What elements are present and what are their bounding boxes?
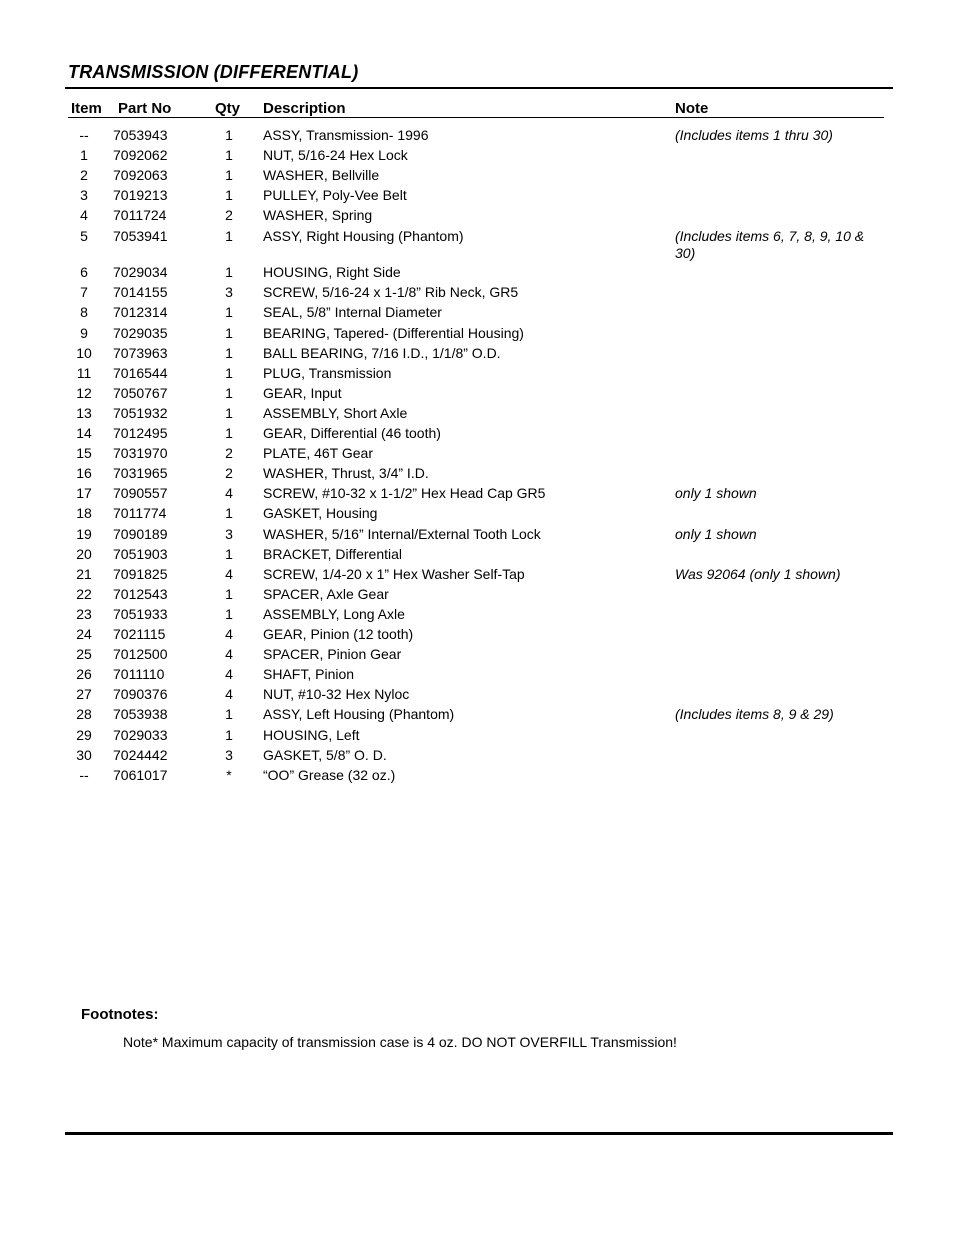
- item-cell: 4: [80, 207, 88, 224]
- description-cell: SCREW, 5/16-24 x 1-1/8” Rib Neck, GR5: [263, 284, 519, 301]
- description-cell: GEAR, Differential (46 tooth): [263, 425, 441, 441]
- item-cell: 30: [76, 746, 92, 763]
- part-no-cell: 7090557: [113, 485, 168, 502]
- note-cell: only 1 shown: [675, 525, 757, 542]
- footnotes-title: Footnotes:: [81, 1006, 159, 1023]
- qty-cell: 4: [225, 666, 233, 683]
- item-cell: 25: [76, 646, 92, 663]
- qty-cell: 1: [225, 187, 233, 204]
- description-cell: HOUSING, Right Side: [263, 264, 401, 281]
- part-no-cell: 7051903: [113, 545, 168, 562]
- qty-cell: 1: [225, 227, 233, 244]
- description-cell: ASSEMBLY, Long Axle: [263, 605, 405, 622]
- qty-cell: 1: [225, 545, 233, 562]
- description-cell: ASSEMBLY, Short Axle: [263, 404, 408, 421]
- note-cell: (Includes items 6, 7, 8, 9, 10 & 30): [675, 227, 865, 261]
- description-cell: GASKET, Housing: [263, 505, 378, 522]
- qty-cell: 2: [225, 445, 233, 462]
- qty-cell: 1: [225, 726, 233, 743]
- description-cell: SHAFT, Pinion: [263, 666, 355, 683]
- part-no-cell: 7092063: [113, 167, 168, 184]
- header-description: Description: [263, 100, 346, 117]
- qty-cell: 4: [225, 686, 233, 703]
- title-rule: [65, 87, 893, 89]
- item-cell: 11: [76, 364, 92, 381]
- header-qty: Qty: [215, 100, 241, 117]
- description-cell: PLATE, 46T Gear: [263, 445, 373, 462]
- part-no-cell: 7011774: [113, 505, 167, 522]
- qty-cell: 1: [225, 605, 233, 622]
- description-cell: ASSY, Transmission- 1996: [263, 127, 429, 143]
- qty-cell: 4: [225, 646, 233, 663]
- part-no-cell: 7012495: [113, 425, 168, 441]
- item-cell: 15: [76, 445, 92, 462]
- item-cell: 21: [76, 565, 92, 582]
- description-cell: PULLEY, Poly-Vee Belt: [263, 187, 407, 204]
- item-cell: 9: [80, 324, 88, 341]
- item-cell: 1: [80, 147, 88, 164]
- header-rule: [68, 117, 884, 118]
- item-cell: 24: [76, 626, 92, 642]
- item-cell: 8: [80, 304, 88, 321]
- description-cell: SEAL, 5/8” Internal Diameter: [263, 304, 442, 321]
- part-no-cell: 7090189: [113, 525, 168, 542]
- part-no-cell: 7073963: [113, 344, 168, 361]
- note-cell: only 1 shown: [675, 485, 757, 502]
- description-cell: GEAR, Input: [263, 384, 342, 401]
- qty-cell: 4: [225, 485, 233, 502]
- part-no-cell: 7053941: [113, 227, 168, 244]
- note-cell: (Includes items 1 thru 30): [675, 127, 833, 143]
- part-no-cell: 7029033: [113, 726, 168, 743]
- item-cell: 22: [76, 585, 92, 602]
- description-cell: “OO” Grease (32 oz.): [263, 766, 396, 783]
- part-no-cell: 7051932: [113, 404, 168, 421]
- qty-cell: 1: [225, 324, 233, 341]
- item-cell: 7: [80, 284, 88, 301]
- description-cell: HOUSING, Left: [263, 726, 360, 743]
- part-no-cell: 7012543: [113, 585, 168, 602]
- qty-cell: 1: [225, 147, 233, 164]
- item-cell: 20: [76, 545, 92, 562]
- part-no-cell: 7031970: [113, 445, 168, 462]
- bottom-rule: [65, 1132, 893, 1135]
- qty-cell: 1: [225, 384, 233, 401]
- item-cell: 17: [76, 485, 92, 502]
- header-part-no: Part No: [118, 100, 172, 117]
- description-cell: ASSY, Right Housing (Phantom): [263, 227, 464, 244]
- page-title: TRANSMISSION (DIFFERENTIAL): [68, 62, 359, 82]
- description-cell: BEARING, Tapered- (Differential Housing): [263, 324, 524, 341]
- description-cell: PLUG, Transmission: [263, 364, 392, 381]
- part-no-cell: 7053943: [113, 127, 168, 143]
- part-no-cell: 7050767: [113, 384, 168, 401]
- part-no-cell: 7014155: [113, 284, 168, 301]
- qty-cell: 1: [225, 127, 233, 143]
- part-no-cell: 7016544: [113, 364, 168, 381]
- item-cell: --: [79, 766, 89, 783]
- part-no-cell: 7019213: [113, 187, 168, 204]
- part-no-cell: 7053938: [113, 706, 168, 723]
- item-cell: 3: [80, 187, 88, 204]
- description-cell: SPACER, Axle Gear: [263, 585, 389, 602]
- item-cell: 10: [76, 344, 92, 361]
- qty-cell: 3: [225, 284, 233, 301]
- qty-cell: 1: [225, 404, 233, 421]
- description-cell: GASKET, 5/8” O. D.: [263, 746, 387, 763]
- qty-cell: 1: [225, 364, 233, 381]
- description-cell: NUT, #10-32 Hex Nyloc: [263, 686, 410, 703]
- description-cell: BALL BEARING, 7/16 I.D., 1/1/8” O.D.: [263, 344, 501, 361]
- qty-cell: 4: [225, 565, 233, 582]
- item-cell: 23: [76, 605, 92, 622]
- qty-cell: 1: [225, 344, 233, 361]
- part-no-cell: 7061017: [113, 766, 168, 783]
- description-cell: BRACKET, Differential: [263, 545, 403, 562]
- part-no-cell: 7051933: [113, 605, 168, 622]
- qty-cell: 4: [225, 626, 233, 642]
- part-no-cell: 7024442: [113, 746, 168, 763]
- part-no-cell: 7012314: [113, 304, 168, 321]
- qty-cell: 1: [225, 706, 233, 723]
- item-cell: 28: [76, 706, 92, 723]
- qty-cell: 3: [225, 525, 233, 542]
- note-cell: (Includes items 8, 9 & 29): [675, 706, 834, 723]
- description-cell: WASHER, Thrust, 3/4” I.D.: [263, 465, 429, 482]
- item-cell: 2: [80, 167, 88, 184]
- part-no-cell: 7029034: [113, 264, 168, 281]
- qty-cell: 1: [225, 585, 233, 602]
- qty-cell: 1: [225, 505, 233, 522]
- part-no-cell: 7011724: [113, 207, 167, 224]
- part-no-cell: 7012500: [113, 646, 168, 663]
- part-no-cell: 7011110: [113, 666, 165, 683]
- item-cell: 5: [80, 227, 88, 244]
- description-cell: WASHER, Spring: [263, 207, 373, 224]
- qty-cell: 1: [225, 304, 233, 321]
- qty-cell: 1: [225, 264, 233, 281]
- qty-cell: 2: [225, 465, 233, 482]
- qty-cell: 2: [225, 207, 233, 224]
- item-cell: 12: [76, 384, 92, 401]
- item-cell: 18: [76, 505, 92, 522]
- item-cell: 16: [76, 465, 92, 482]
- description-cell: WASHER, Bellville: [263, 167, 380, 184]
- description-cell: SCREW, #10-32 x 1-1/2” Hex Head Cap GR5: [263, 485, 546, 502]
- qty-cell: 1: [225, 167, 233, 184]
- item-cell: 6: [80, 264, 88, 281]
- footnote-text: Note* Maximum capacity of transmission case is 4 oz. DO NOT OVERFILL Transmission!: [123, 1034, 677, 1050]
- part-no-cell: 7021115: [113, 626, 166, 642]
- part-no-cell: 7091825: [113, 565, 168, 582]
- part-no-cell: 7092062: [113, 147, 168, 164]
- item-cell: 13: [76, 404, 92, 421]
- description-cell: GEAR, Pinion (12 tooth): [263, 626, 414, 642]
- item-cell: --: [79, 127, 89, 143]
- qty-cell: 3: [225, 746, 233, 763]
- description-cell: SPACER, Pinion Gear: [263, 646, 402, 663]
- item-cell: 26: [76, 666, 92, 683]
- description-cell: SCREW, 1/4-20 x 1” Hex Washer Self-Tap: [263, 565, 525, 582]
- part-no-cell: 7029035: [113, 324, 168, 341]
- qty-cell: 1: [225, 425, 233, 441]
- part-no-cell: 7031965: [113, 465, 168, 482]
- qty-cell: *: [226, 766, 232, 783]
- item-cell: 14: [76, 425, 92, 441]
- header-note: Note: [675, 100, 709, 117]
- item-cell: 27: [76, 686, 92, 703]
- description-cell: WASHER, 5/16” Internal/External Tooth Lock: [263, 525, 541, 542]
- header-item: Item: [71, 100, 102, 117]
- note-cell: Was 92064 (only 1 shown): [675, 565, 841, 582]
- item-cell: 19: [76, 525, 92, 542]
- description-cell: NUT, 5/16-24 Hex Lock: [263, 147, 408, 164]
- item-cell: 29: [76, 726, 92, 743]
- part-no-cell: 7090376: [113, 686, 168, 703]
- description-cell: ASSY, Left Housing (Phantom): [263, 706, 455, 723]
